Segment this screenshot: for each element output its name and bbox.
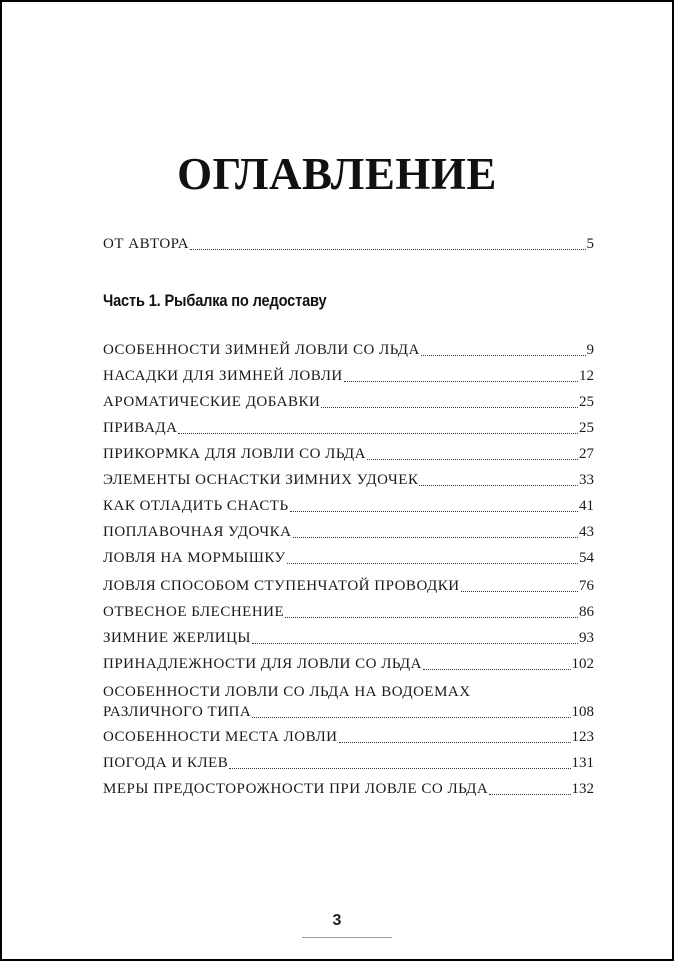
toc-entry-label: ПОПЛАВОЧНАЯ УДОЧКА bbox=[103, 524, 292, 540]
toc-entry bbox=[103, 418, 594, 438]
toc-entry bbox=[103, 496, 594, 516]
toc-entry-label: ПРИКОРМКА ДЛЯ ЛОВЛИ СО ЛЬДА bbox=[103, 446, 366, 462]
dot-leader bbox=[339, 742, 571, 743]
toc-entry bbox=[103, 392, 594, 412]
toc-entry-page: 132 bbox=[571, 781, 594, 797]
toc-entry bbox=[103, 654, 594, 674]
toc-entry-label-line2: РАЗЛИЧНОГО ТИПА bbox=[103, 704, 252, 720]
toc-entry bbox=[103, 779, 594, 799]
dot-leader bbox=[321, 407, 578, 408]
toc-entry-label: ПОГОДА И КЛЕВ bbox=[103, 755, 229, 771]
dot-leader bbox=[285, 617, 578, 618]
toc-entry-page: 123 bbox=[571, 729, 594, 745]
toc-entry-label: ОТ АВТОРА bbox=[103, 236, 189, 252]
toc-entry-label: ЭЛЕМЕНТЫ ОСНАСТКИ ЗИМНИХ УДОЧЕК bbox=[103, 472, 419, 488]
dot-leader bbox=[461, 591, 578, 592]
toc-entry-multiline bbox=[103, 682, 594, 722]
toc-entry-label: ОСОБЕННОСТИ МЕСТА ЛОВЛИ bbox=[103, 729, 338, 745]
toc-entry-label: НАСАДКИ ДЛЯ ЗИМНЕЙ ЛОВЛИ bbox=[103, 368, 343, 384]
toc-entry-label: ЛОВЛЯ НА МОРМЫШКУ bbox=[103, 550, 286, 566]
toc-entry-label: ПРИВАДА bbox=[103, 420, 178, 436]
toc-entry-intro bbox=[103, 234, 594, 254]
toc-entry-page: 25 bbox=[579, 420, 594, 436]
toc-entry bbox=[103, 727, 594, 747]
page-number: 3 bbox=[332, 912, 342, 929]
toc-entry bbox=[103, 470, 594, 490]
toc-entry-page: 54 bbox=[579, 550, 594, 566]
toc-entry-page: 9 bbox=[586, 342, 594, 358]
toc-entry-page: 76 bbox=[579, 578, 594, 594]
toc-entry-page: 102 bbox=[571, 656, 594, 672]
toc-entry-page: 93 bbox=[579, 630, 594, 646]
toc-entry-label: ЛОВЛЯ СПОСОБОМ СТУПЕНЧАТОЙ ПРОВОДКИ bbox=[103, 578, 460, 594]
toc-entry-label: ОТВЕСНОЕ БЛЕСНЕНИЕ bbox=[103, 604, 285, 620]
toc-entry bbox=[103, 548, 594, 568]
dot-leader bbox=[419, 485, 578, 486]
toc-entry-label: АРОМАТИЧЕСКИЕ ДОБАВКИ bbox=[103, 394, 321, 410]
toc-entry-label: КАК ОТЛАДИТЬ СНАСТЬ bbox=[103, 498, 289, 514]
toc-entry-page: 43 bbox=[579, 524, 594, 540]
toc-entry bbox=[103, 753, 594, 773]
toc-entry bbox=[103, 576, 594, 596]
dot-leader bbox=[290, 511, 578, 512]
toc-entry bbox=[103, 522, 594, 542]
page-title: ОГЛАВЛЕНИЕ bbox=[177, 149, 497, 199]
dot-leader bbox=[229, 768, 570, 769]
dot-leader bbox=[287, 563, 578, 564]
part-heading: Часть 1. Рыбалка по ледоставу bbox=[103, 291, 327, 310]
toc-entry bbox=[103, 340, 594, 360]
toc-entry bbox=[103, 444, 594, 464]
dot-leader bbox=[421, 355, 586, 356]
dot-leader bbox=[252, 643, 578, 644]
toc-entry-page: 5 bbox=[586, 236, 594, 252]
dot-leader bbox=[178, 433, 578, 434]
dot-leader bbox=[293, 537, 578, 538]
toc-entry-page: 33 bbox=[579, 472, 594, 488]
toc-entry-page: 27 bbox=[579, 446, 594, 462]
toc-entry-label: ОСОБЕННОСТИ ЗИМНЕЙ ЛОВЛИ СО ЛЬДА bbox=[103, 342, 420, 358]
toc-entry-label: ЗИМНИЕ ЖЕРЛИЦЫ bbox=[103, 630, 251, 646]
toc-entry-label: МЕРЫ ПРЕДОСТОРОЖНОСТИ ПРИ ЛОВЛЕ СО ЛЬДА bbox=[103, 781, 489, 797]
toc-entry-page: 131 bbox=[571, 755, 594, 771]
dot-leader bbox=[190, 249, 586, 250]
dot-leader bbox=[367, 459, 578, 460]
toc-entry-page: 12 bbox=[579, 368, 594, 384]
dot-leader bbox=[423, 669, 571, 670]
toc-entry-label: ПРИНАДЛЕЖНОСТИ ДЛЯ ЛОВЛИ СО ЛЬДА bbox=[103, 656, 422, 672]
toc-entry bbox=[103, 602, 594, 622]
toc-entry bbox=[103, 366, 594, 386]
toc-entry-line2 bbox=[103, 702, 594, 722]
toc-entry-page: 86 bbox=[579, 604, 594, 620]
dot-leader bbox=[252, 717, 570, 718]
toc-entry-page: 108 bbox=[571, 704, 594, 720]
toc-entry bbox=[103, 628, 594, 648]
footer-rule bbox=[302, 937, 392, 938]
dot-leader bbox=[344, 381, 578, 382]
dot-leader bbox=[489, 794, 570, 795]
toc-entry-page: 41 bbox=[579, 498, 594, 514]
toc-entry-label-line1: ОСОБЕННОСТИ ЛОВЛИ СО ЛЬДА НА ВОДОЕМАХ bbox=[103, 684, 471, 700]
toc-entry-page: 25 bbox=[579, 394, 594, 410]
